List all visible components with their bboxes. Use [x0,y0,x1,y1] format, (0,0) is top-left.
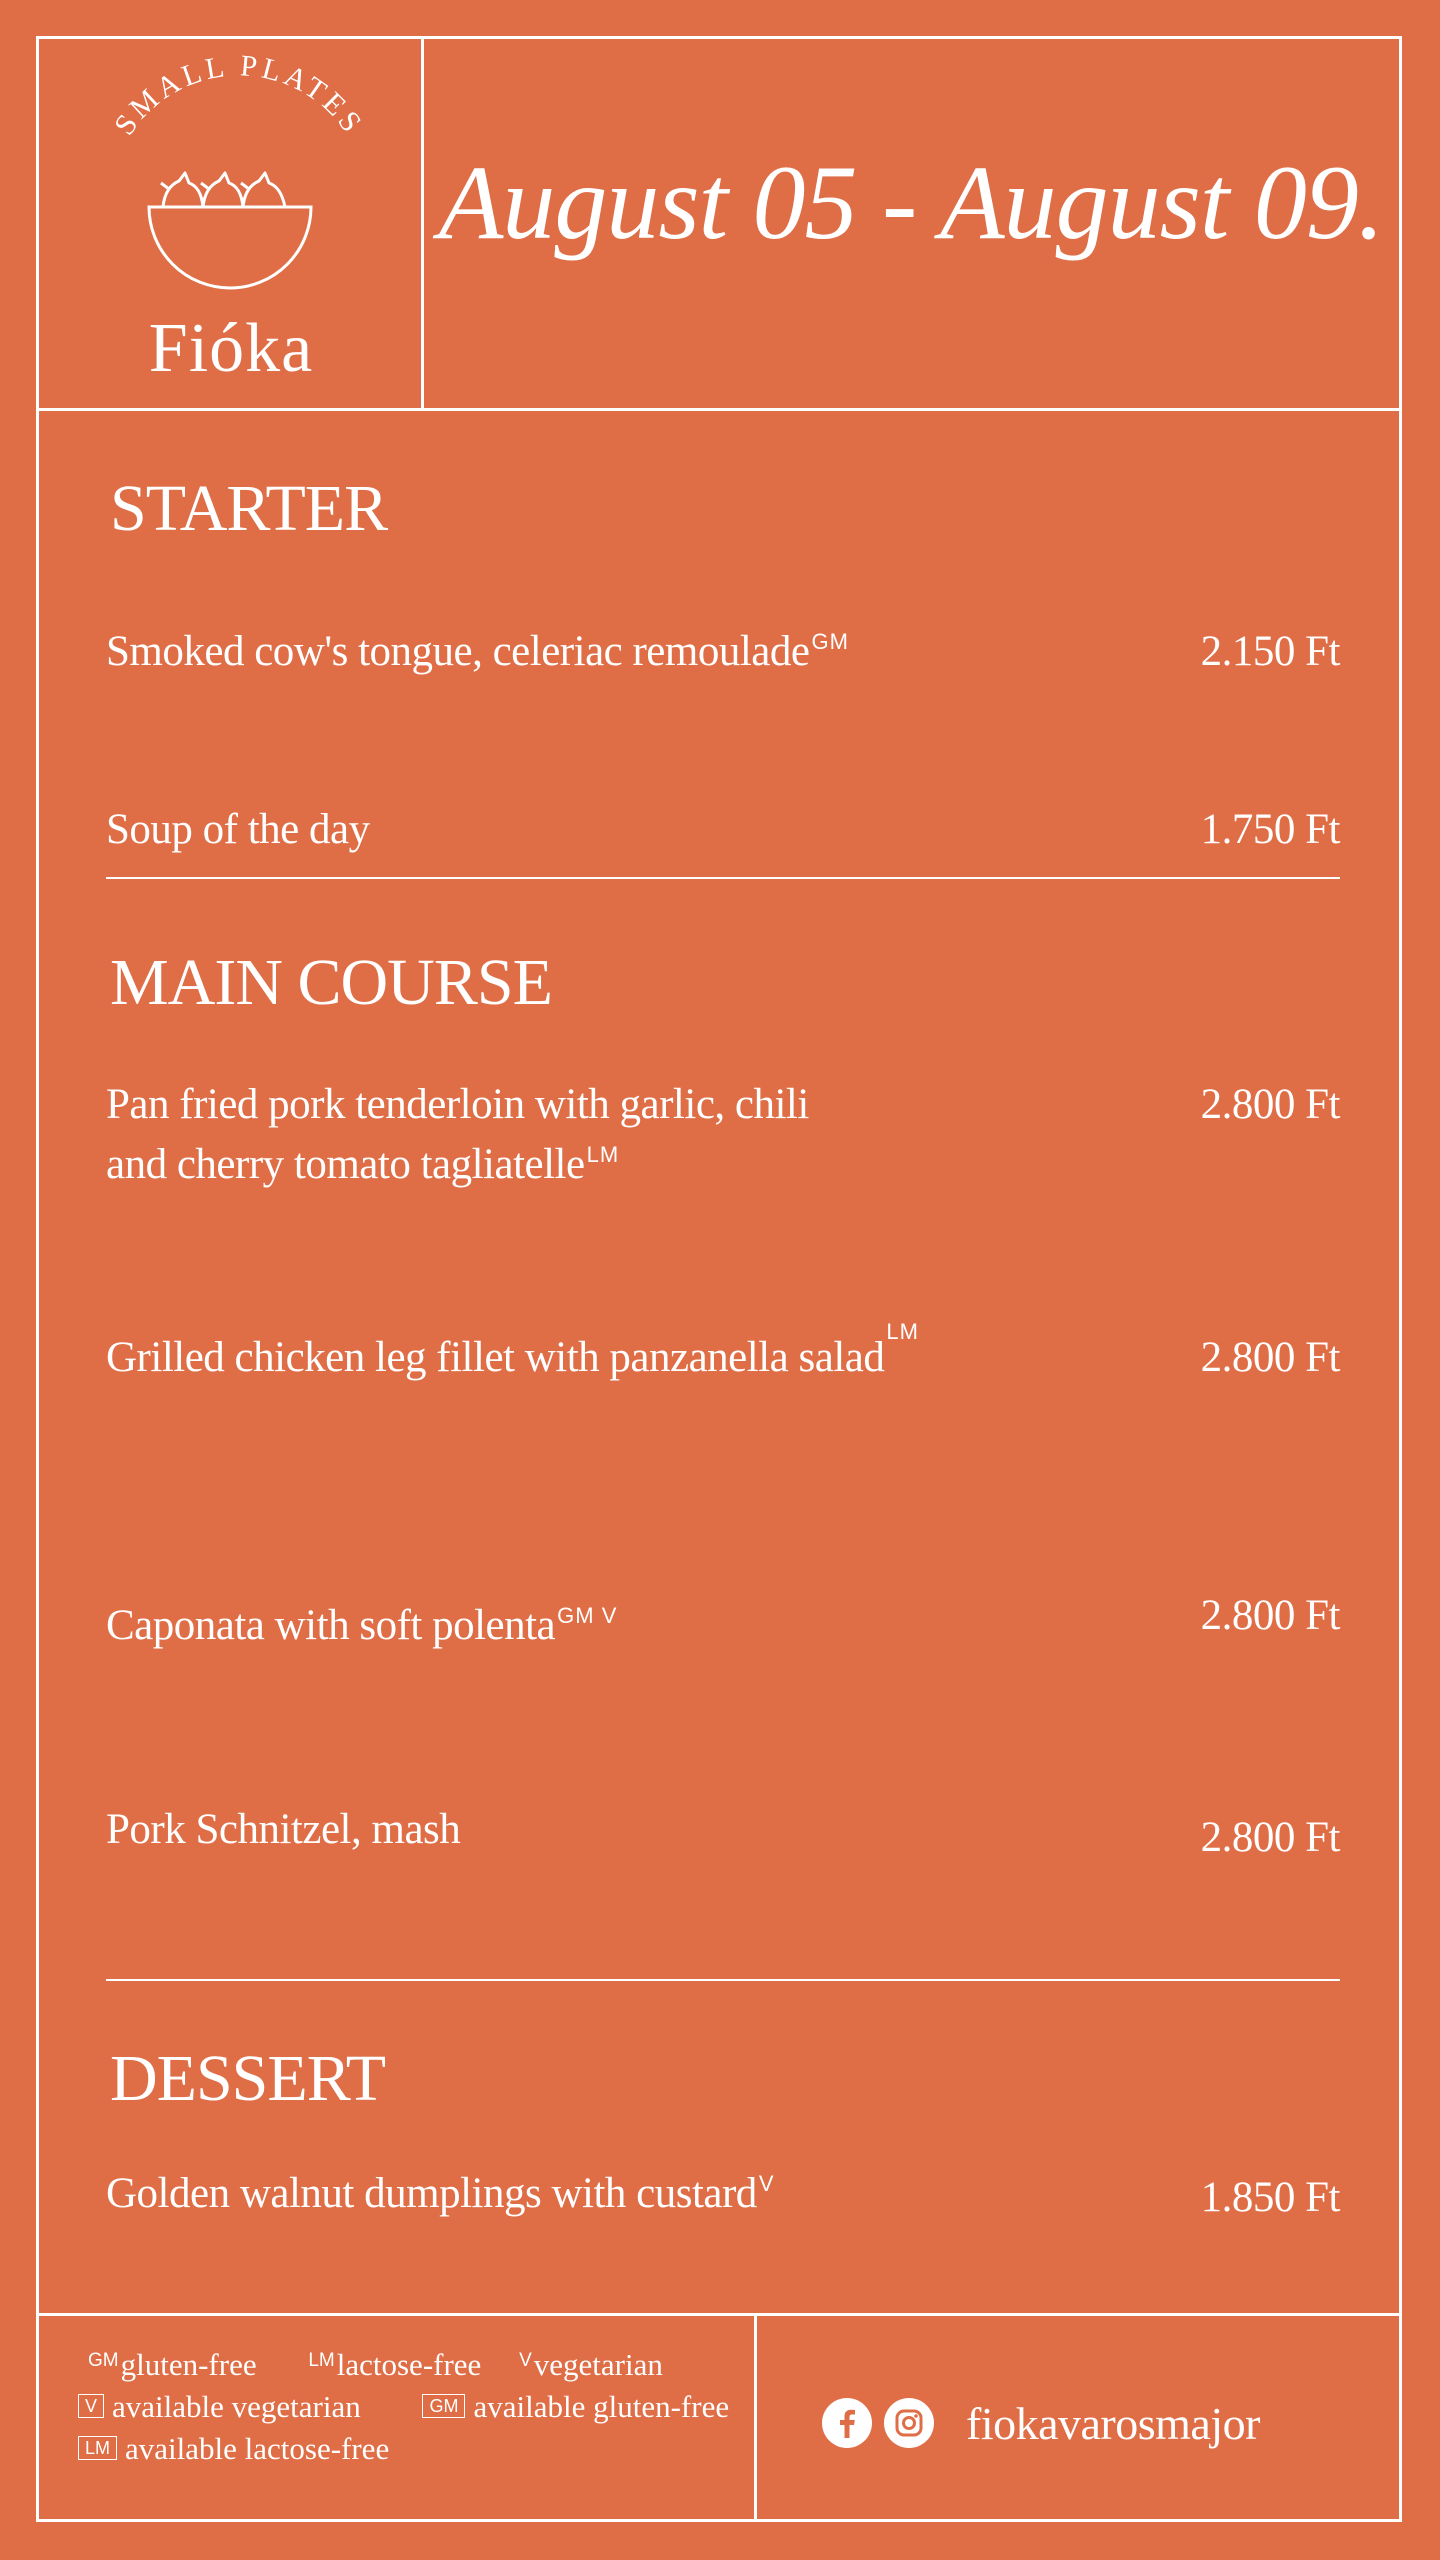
item-price: 2.800 Ft [1200,1592,1340,1639]
item-price: 1.850 Ft [1200,2174,1340,2221]
menu-item [106,1596,617,1656]
legend-v-text: vegetarian [533,2347,663,2382]
item-name: Grilled chicken leg fillet with panzanella salad [106,1334,885,1381]
item-tags: LM [586,1142,620,1167]
item-name-line2: and cherry tomato tagliatelle [106,1141,585,1188]
facebook-icon[interactable] [822,2398,872,2448]
legend-available-lm-text: available lactose-free [125,2431,390,2466]
item-price: 2.800 Ft [1200,1081,1340,1128]
item-price: 2.800 Ft [1200,1334,1340,1381]
bowl-logo-icon [39,39,423,309]
social-handle[interactable]: fiokavarosmajor [966,2397,1260,2449]
legend-available-lm-mark: LM [78,2436,117,2460]
legend-lm-mark: LM [308,2350,335,2371]
menu-item [106,1075,809,1195]
legend-gm-mark: GM [88,2350,119,2371]
item-name: Golden walnut dumplings with custard [106,2170,757,2217]
menu-item [106,622,849,682]
legend-available-gm-text: available gluten-free [473,2389,730,2424]
menu-item [106,1319,919,1388]
legend-gm-text: gluten-free [120,2347,257,2382]
item-tags: V [758,2171,775,2196]
menu-item [106,1800,460,1860]
item-name: Caponata with soft polenta [106,1602,556,1649]
section-divider [106,877,1340,879]
item-price: 2.150 Ft [1200,628,1340,675]
logo-tagline: SMALL PLATES [107,49,371,142]
legend-available-gm-mark: GM [422,2394,465,2418]
item-price: 2.800 Ft [1200,1814,1340,1861]
allergen-legend [78,2344,729,2470]
section-title-starter: STARTER [110,472,388,545]
footer-divider [36,2313,1402,2316]
item-name: Smoked cow's tongue, celeriac remoulade [106,628,810,675]
legend-lm-text: lactose-free [336,2347,482,2382]
legend-available-v-text: available vegetarian [112,2389,361,2424]
legend-available-v-mark: V [78,2394,104,2418]
item-tags: LM [886,1319,919,1344]
date-range: August 05 - August 09. [438,144,1384,261]
item-price: 1.750 Ft [1200,806,1340,853]
svg-text:SMALL PLATES [108,49,370,141]
logo [39,39,423,409]
instagram-icon[interactable] [884,2398,934,2448]
item-tags: GM V [557,1603,618,1628]
legend-row [78,2386,729,2428]
section-divider [106,1979,1340,1981]
legend-v-mark: V [519,2350,532,2371]
brand-name: Fióka [148,310,314,387]
section-title-dessert: DESSERT [110,2042,386,2115]
item-name-line1: Pan fried pork tenderloin with garlic, chili [106,1081,809,1128]
menu-item [106,800,370,860]
section-title-main: MAIN COURSE [110,946,552,1019]
social-links [822,2388,1260,2458]
menu-item [106,2164,775,2224]
item-name: Soup of the day [106,806,370,853]
legend-row [78,2344,729,2386]
legend-row [78,2428,729,2470]
item-tags: GM [811,629,849,654]
footer-column-divider [754,2313,757,2522]
item-name: Pork Schnitzel, mash [106,1806,461,1853]
